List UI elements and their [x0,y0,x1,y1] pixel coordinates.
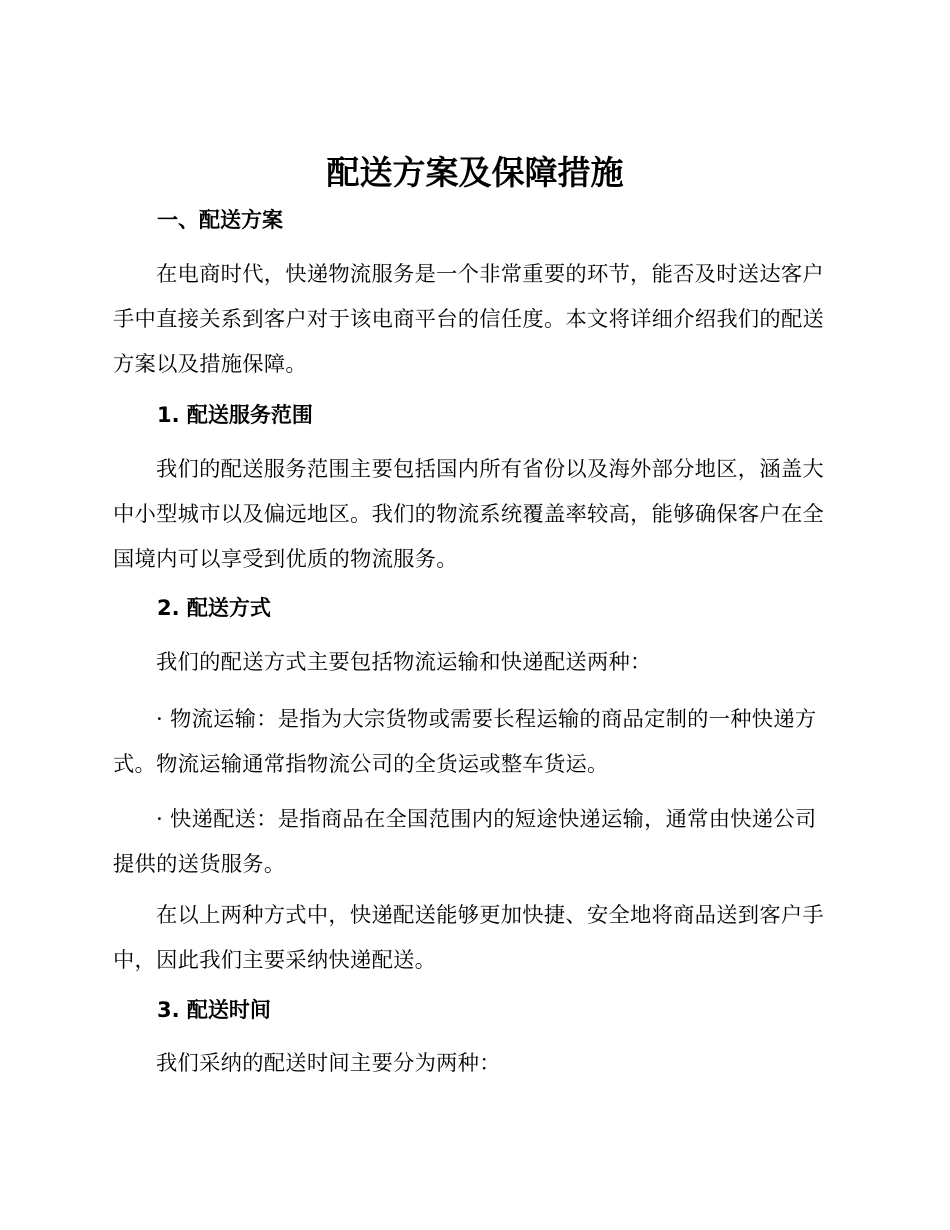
bullet-express-delivery [113,797,833,887]
bullet-logistics-line-2: 式。物流运输通常指物流公司的全货运或整车货运。 [113,752,609,777]
intro-paragraph [113,252,833,387]
intro-line-1: 在电商时代，快递物流服务是一个非常重要的环节，能否及时送达客户 [156,262,824,287]
intro-line-2: 手中直接关系到客户对于该电商平台的信任度。本文将详细介绍我们的配送 [113,307,825,332]
bullet-express-line-2: 提供的送货服务。 [113,852,286,877]
bullet-logistics-line-1: · 物流运输：是指为大宗货物或需要长程运输的商品定制的一种快递方 [156,707,817,732]
service-scope-line-1: 我们的配送服务范围主要包括国内所有省份以及海外部分地区，涵盖大 [156,457,824,482]
subheading-delivery-time: 3. 配送时间 [157,998,271,1022]
intro-line-3: 方案以及措施保障。 [113,352,307,377]
service-scope-paragraph [113,447,833,582]
subheading-delivery-method: 2. 配送方式 [157,596,271,620]
bullet-express-line-1: · 快递配送：是指商品在全国范围内的短途快递运输，通常由快递公司 [156,807,817,832]
conclusion-line-2: 中，因此我们主要采纳快递配送。 [113,948,437,973]
conclusion-line-1: 在以上两种方式中，快递配送能够更加快捷、安全地将商品送到客户手 [156,903,824,928]
delivery-time-intro [113,1041,833,1086]
service-scope-line-3: 国境内可以享受到优质的物流服务。 [113,547,458,572]
subheading-service-scope: 1. 配送服务范围 [157,403,313,427]
service-scope-line-2: 中小型城市以及偏远地区。我们的物流系统覆盖率较高，能够确保客户在全 [113,502,825,527]
delivery-method-intro [113,640,833,685]
bullet-logistics-transport [113,697,833,787]
section-heading-delivery-plan: 一、配送方案 [157,208,283,232]
delivery-method-conclusion [113,893,833,983]
delivery-method-intro-line: 我们的配送方式主要包括物流运输和快递配送两种： [156,650,652,675]
delivery-time-intro-line: 我们采纳的配送时间主要分为两种： [156,1051,501,1076]
document-title: 配送方案及保障措施 [326,153,624,192]
